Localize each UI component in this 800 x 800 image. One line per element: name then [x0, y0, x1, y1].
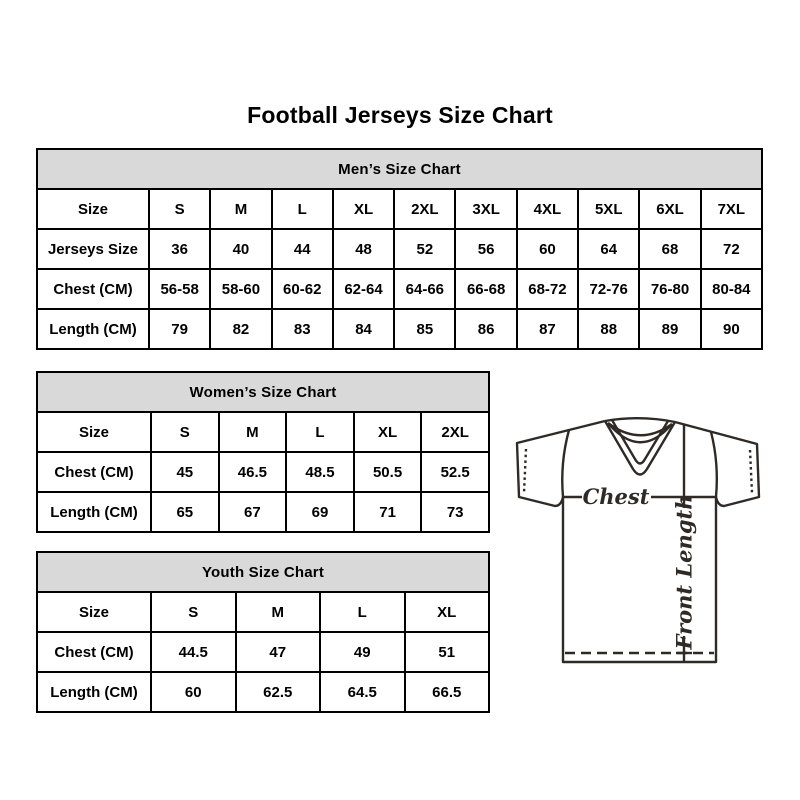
table-cell: 82	[210, 309, 271, 349]
row-header-cell: Chest (CM)	[37, 632, 151, 672]
table-cell: 87	[517, 309, 578, 349]
table-row	[37, 492, 489, 532]
table-cell: 4XL	[517, 189, 578, 229]
table-cell: 71	[354, 492, 422, 532]
table-cell: 60	[151, 672, 236, 712]
table-cell: 88	[578, 309, 639, 349]
table-cell: 89	[639, 309, 700, 349]
table-cell: 85	[394, 309, 455, 349]
womens-size-table	[36, 371, 490, 533]
table-row	[37, 632, 489, 672]
womens-table-title: Women’s Size Chart	[37, 372, 489, 412]
table-cell: 68	[639, 229, 700, 269]
front-length-label: Front Length	[671, 494, 697, 650]
row-header-cell: Size	[37, 412, 151, 452]
table-row	[37, 552, 489, 592]
table-cell: L	[286, 412, 354, 452]
table-row	[37, 672, 489, 712]
table-cell: 47	[236, 632, 321, 672]
table-cell: 76-80	[639, 269, 700, 309]
table-cell: 72-76	[578, 269, 639, 309]
mens-size-table	[36, 148, 763, 350]
table-cell: M	[210, 189, 271, 229]
table-cell: 45	[151, 452, 219, 492]
row-header-cell: Chest (CM)	[37, 452, 151, 492]
table-cell: 40	[210, 229, 271, 269]
table-cell: 58-60	[210, 269, 271, 309]
table-cell: 6XL	[639, 189, 700, 229]
row-header-cell: Length (CM)	[37, 492, 151, 532]
table-cell: M	[219, 412, 287, 452]
row-header-cell: Chest (CM)	[37, 269, 149, 309]
table-cell: 56	[455, 229, 516, 269]
table-cell: 67	[219, 492, 287, 532]
table-cell: XL	[333, 189, 394, 229]
table-cell: 2XL	[421, 412, 489, 452]
table-cell: 36	[149, 229, 210, 269]
youth-size-table	[36, 551, 490, 713]
table-cell: 50.5	[354, 452, 422, 492]
table-cell: 48.5	[286, 452, 354, 492]
table-row	[37, 372, 489, 412]
row-header-cell: Length (CM)	[37, 672, 151, 712]
table-cell: S	[151, 592, 236, 632]
table-row	[37, 189, 762, 229]
table-cell: 83	[272, 309, 333, 349]
table-cell: S	[151, 412, 219, 452]
jersey-outline-shape	[517, 421, 759, 662]
table-cell: 52	[394, 229, 455, 269]
table-cell: 65	[151, 492, 219, 532]
youth-table-title: Youth Size Chart	[37, 552, 489, 592]
table-cell: 51	[405, 632, 490, 672]
table-row	[37, 412, 489, 452]
table-cell: 64-66	[394, 269, 455, 309]
table-cell: 79	[149, 309, 210, 349]
table-cell: 48	[333, 229, 394, 269]
table-cell: 60	[517, 229, 578, 269]
table-cell: 73	[421, 492, 489, 532]
page-title: Football Jerseys Size Chart	[247, 102, 553, 128]
table-cell: L	[272, 189, 333, 229]
table-cell: 66.5	[405, 672, 490, 712]
table-cell: 5XL	[578, 189, 639, 229]
table-cell: 69	[286, 492, 354, 532]
table-cell: 80-84	[701, 269, 762, 309]
table-cell: 90	[701, 309, 762, 349]
table-cell: 7XL	[701, 189, 762, 229]
table-cell: 64.5	[320, 672, 405, 712]
table-cell: M	[236, 592, 321, 632]
table-cell: 46.5	[219, 452, 287, 492]
table-row	[37, 592, 489, 632]
table-cell: 66-68	[455, 269, 516, 309]
jersey-measurement-diagram	[503, 413, 773, 671]
table-cell: 62-64	[333, 269, 394, 309]
table-cell: 44.5	[151, 632, 236, 672]
table-cell: 62.5	[236, 672, 321, 712]
table-cell: 2XL	[394, 189, 455, 229]
table-row	[37, 229, 762, 269]
table-row	[37, 269, 762, 309]
table-cell: 56-58	[149, 269, 210, 309]
table-cell: 49	[320, 632, 405, 672]
table-cell: 64	[578, 229, 639, 269]
table-cell: 3XL	[455, 189, 516, 229]
mens-table-title: Men’s Size Chart	[37, 149, 762, 189]
table-row	[37, 309, 762, 349]
table-cell: S	[149, 189, 210, 229]
row-header-cell: Size	[37, 189, 149, 229]
table-row	[37, 149, 762, 189]
row-header-cell: Length (CM)	[37, 309, 149, 349]
table-cell: XL	[405, 592, 490, 632]
table-cell: 52.5	[421, 452, 489, 492]
table-cell: 60-62	[272, 269, 333, 309]
chest-label: Chest	[582, 484, 650, 509]
row-header-cell: Size	[37, 592, 151, 632]
table-cell: 86	[455, 309, 516, 349]
table-cell: 44	[272, 229, 333, 269]
table-cell: 72	[701, 229, 762, 269]
table-cell: 84	[333, 309, 394, 349]
table-cell: L	[320, 592, 405, 632]
table-cell: 68-72	[517, 269, 578, 309]
row-header-cell: Jerseys Size	[37, 229, 149, 269]
table-cell: XL	[354, 412, 422, 452]
table-row	[37, 452, 489, 492]
